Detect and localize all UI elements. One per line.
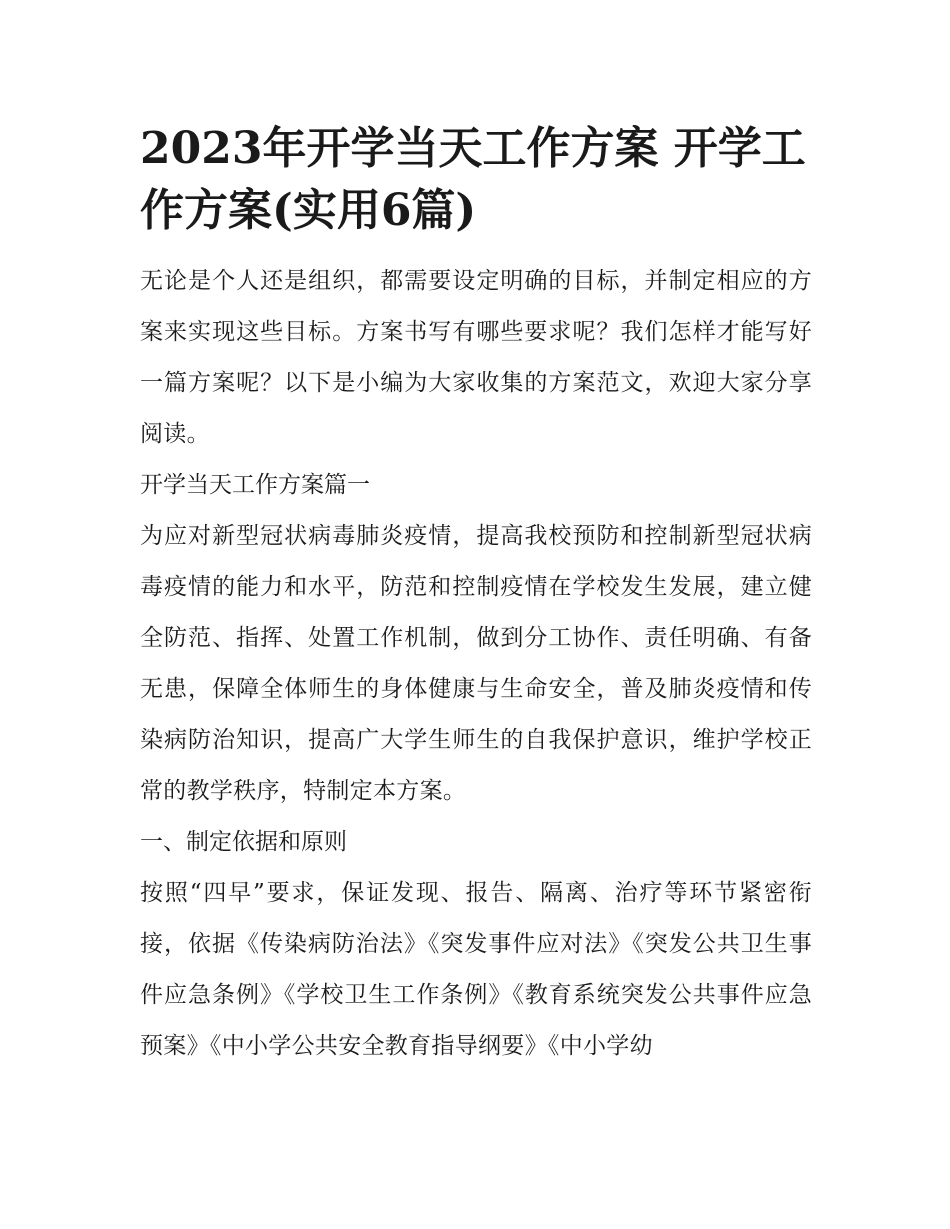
- section-body-paragraph: 为应对新型冠状病毒肺炎疫情，提高我校预防和控制新型冠状病毒疫情的能力和水平，防范和控制疫情在学校发生发展，建立健全防范、指挥、处置工作机制，做到分工协作、责任明确、有备无患，保障全体师生的身体健康与生命安全，普及肺炎疫情和传染病防治知识，提高广大学生师生的自我保护意识，维护学校正常的教学秩序，特制定本方案。: [140, 523, 812, 804]
- basis-principles-paragraph: 按照“四早”要求，保证发现、报告、隔离、治疗等环节紧密衔接，依据《传染病防治法》《突发事件应对法》《突发公共卫生事件应急条例》《学校卫生工作条例》《教育系统突发公共事件应急预案》《中小学公共安全教育指导纲要》《中小学幼: [140, 880, 812, 1059]
- subheading-basis-principles: 一、制定依据和原则: [140, 829, 347, 855]
- document-page: [140, 118, 812, 1072]
- document-title: 2023年开学当天工作方案 开学工作方案(实用6篇): [140, 123, 806, 236]
- section-title: 开学当天工作方案篇一: [140, 472, 370, 498]
- intro-paragraph: 无论是个人还是组织，都需要设定明确的目标，并制定相应的方案来实现这些目标。方案书写有哪些要求呢？我们怎样才能写好一篇方案呢？以下是小编为大家收集的方案范文，欢迎大家分享阅读。: [140, 268, 812, 447]
